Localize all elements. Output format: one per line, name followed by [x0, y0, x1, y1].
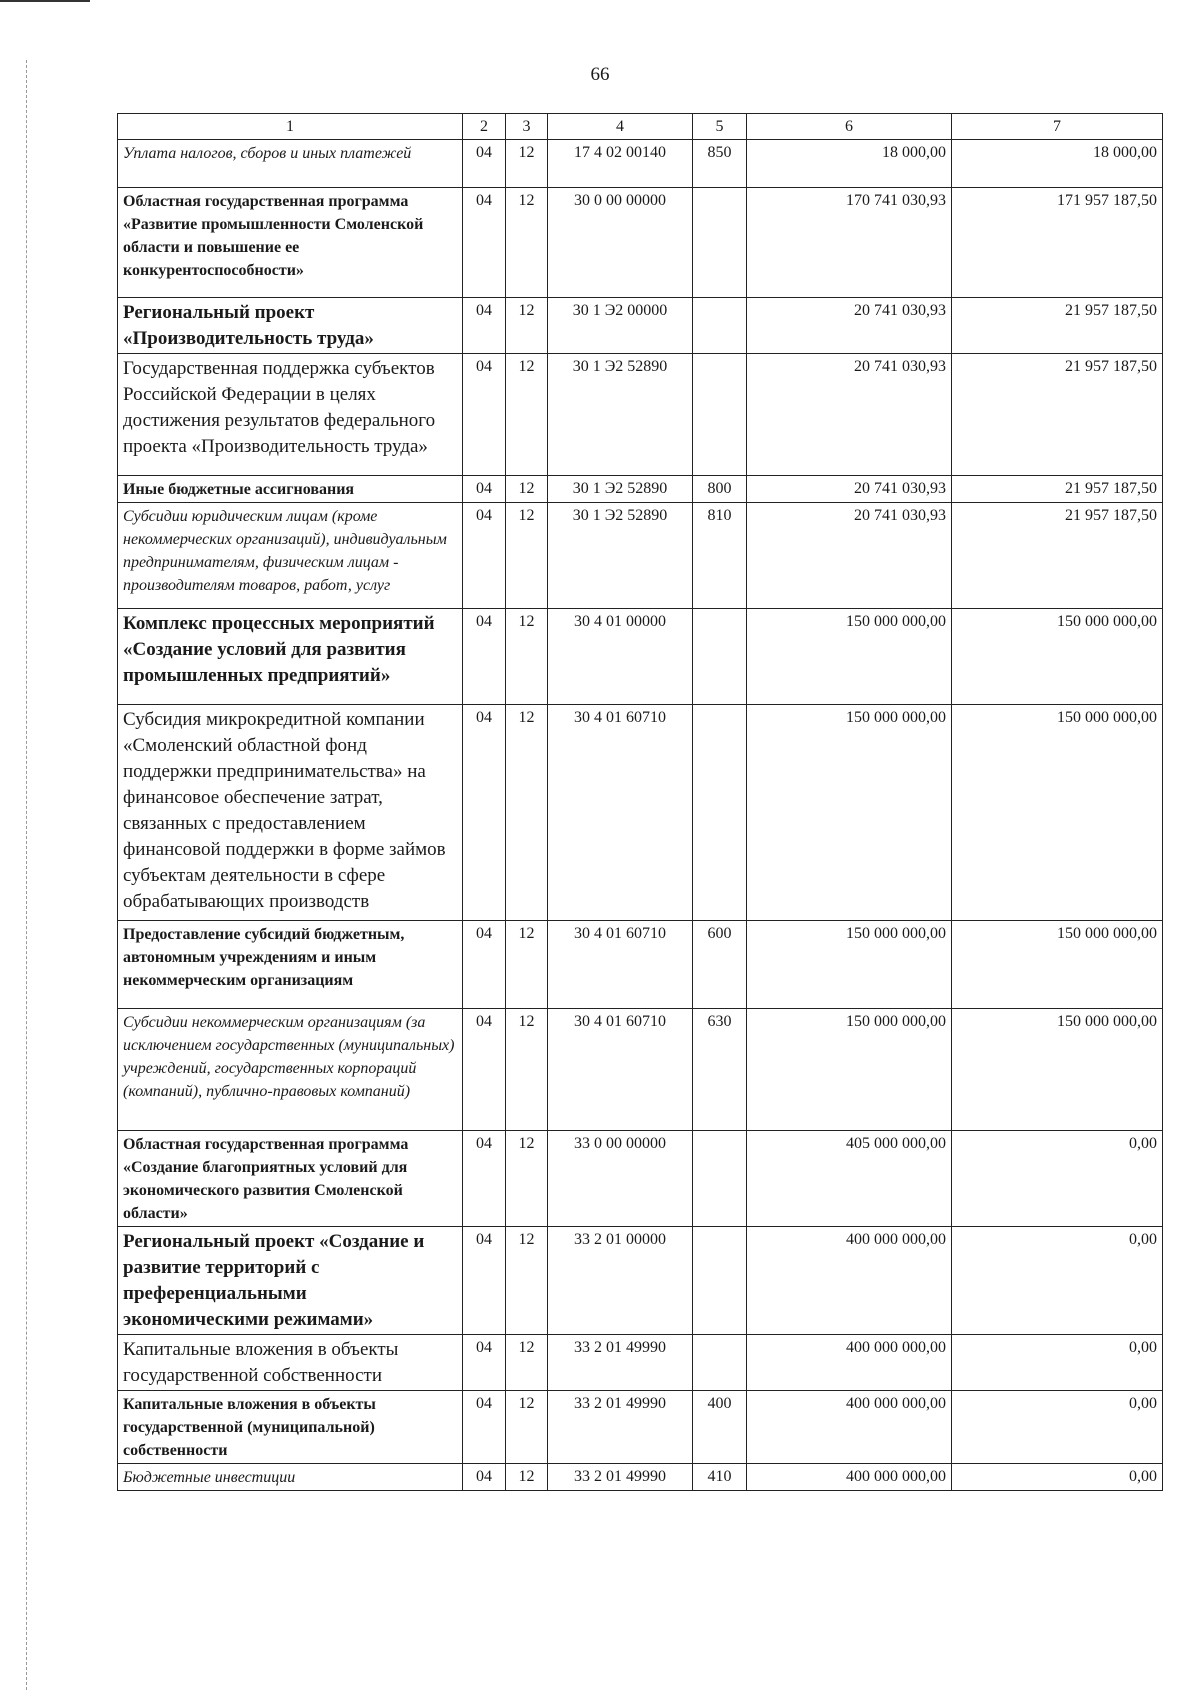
expense-type-cell: 410: [693, 1464, 747, 1491]
amount-year1-cell: 150 000 000,00: [747, 1009, 952, 1131]
target-article-cell: 30 4 01 60710: [548, 705, 693, 921]
table-row: [118, 1335, 1163, 1391]
amount-year1-cell: 400 000 000,00: [747, 1335, 952, 1391]
table-row: [118, 1391, 1163, 1464]
section-code-cell: 04: [463, 705, 506, 921]
row-name-cell: Субсидия микрокредитной компании «Смоленский областной фонд поддержки предпринимательства» на финансовое обеспечение затрат, связанных с предоставлением финансовой поддержки в форме займов субъектам деятельности в сфере обрабатывающих производств: [118, 705, 463, 921]
table-row: [118, 298, 1163, 354]
table-row: [118, 1131, 1163, 1227]
expense-type-cell: [693, 609, 747, 705]
subsection-code-cell: 12: [506, 140, 548, 188]
amount-year1-cell: 18 000,00: [747, 140, 952, 188]
subsection-code-cell: 12: [506, 1227, 548, 1335]
expense-type-cell: 630: [693, 1009, 747, 1131]
header-row: [118, 114, 1163, 140]
amount-year2-cell: 21 957 187,50: [952, 298, 1163, 354]
table-row: [118, 476, 1163, 503]
target-article-cell: 30 1 Э2 52890: [548, 354, 693, 476]
table-row: [118, 1464, 1163, 1491]
subsection-code-cell: 12: [506, 354, 548, 476]
subsection-code-cell: 12: [506, 476, 548, 503]
amount-year2-cell: 21 957 187,50: [952, 354, 1163, 476]
expense-type-cell: 600: [693, 921, 747, 1009]
target-article-cell: 30 4 01 60710: [548, 1009, 693, 1131]
row-name-cell: Комплекс процессных мероприятий «Создание условий для развития промышленных предприятий»: [118, 609, 463, 705]
amount-year1-cell: 170 741 030,93: [747, 188, 952, 298]
header-cell: 1: [118, 114, 463, 140]
target-article-cell: 33 2 01 49990: [548, 1464, 693, 1491]
amount-year1-cell: 405 000 000,00: [747, 1131, 952, 1227]
subsection-code-cell: 12: [506, 705, 548, 921]
row-name-cell: Субсидии некоммерческим организациям (за исключением государственных (муниципальных) учреждений, государственных корпораций (компаний), публично-правовых компаний): [118, 1009, 463, 1131]
section-code-cell: 04: [463, 140, 506, 188]
amount-year1-cell: 20 741 030,93: [747, 354, 952, 476]
target-article-cell: 30 1 Э2 52890: [548, 476, 693, 503]
row-name-cell: Уплата налогов, сборов и иных платежей: [118, 140, 463, 188]
section-code-cell: 04: [463, 1009, 506, 1131]
amount-year2-cell: 0,00: [952, 1391, 1163, 1464]
header-cell: 5: [693, 114, 747, 140]
amount-year2-cell: 21 957 187,50: [952, 503, 1163, 609]
row-name-cell: Региональный проект «Создание и развитие территорий с преференциальными экономическими режимами»: [118, 1227, 463, 1335]
amount-year1-cell: 20 741 030,93: [747, 298, 952, 354]
amount-year1-cell: 400 000 000,00: [747, 1464, 952, 1491]
subsection-code-cell: 12: [506, 1131, 548, 1227]
row-name-cell: Иные бюджетные ассигнования: [118, 476, 463, 503]
row-name-cell: Капитальные вложения в объекты государственной собственности: [118, 1335, 463, 1391]
row-name-cell: Областная государственная программа «Развитие промышленности Смоленской области и повышение ее конкурентоспособности»: [118, 188, 463, 298]
header-cell: 4: [548, 114, 693, 140]
row-name-cell: Региональный проект «Производительность труда»: [118, 298, 463, 354]
amount-year1-cell: 400 000 000,00: [747, 1227, 952, 1335]
amount-year2-cell: 0,00: [952, 1335, 1163, 1391]
expense-type-cell: [693, 188, 747, 298]
amount-year1-cell: 20 741 030,93: [747, 476, 952, 503]
row-name-cell: Бюджетные инвестиции: [118, 1464, 463, 1491]
table-row: [118, 354, 1163, 476]
amount-year2-cell: 0,00: [952, 1131, 1163, 1227]
scan-margin-line: [26, 60, 27, 1690]
row-name-cell: Областная государственная программа «Создание благоприятных условий для экономического развития Смоленской области»: [118, 1131, 463, 1227]
amount-year2-cell: 150 000 000,00: [952, 609, 1163, 705]
target-article-cell: 30 1 Э2 52890: [548, 503, 693, 609]
section-code-cell: 04: [463, 1391, 506, 1464]
table-row: [118, 705, 1163, 921]
header-cell: 7: [952, 114, 1163, 140]
amount-year2-cell: 21 957 187,50: [952, 476, 1163, 503]
table-row: [118, 609, 1163, 705]
table-row: [118, 188, 1163, 298]
target-article-cell: 17 4 02 00140: [548, 140, 693, 188]
amount-year1-cell: 150 000 000,00: [747, 609, 952, 705]
row-name-cell: Субсидии юридическим лицам (кроме некоммерческих организаций), индивидуальным предпринимателям, физическим лицам - производителям товаров, работ, услуг: [118, 503, 463, 609]
subsection-code-cell: 12: [506, 188, 548, 298]
amount-year2-cell: 0,00: [952, 1227, 1163, 1335]
expense-type-cell: 810: [693, 503, 747, 609]
target-article-cell: 33 2 01 49990: [548, 1391, 693, 1464]
page-number: 66: [590, 64, 610, 85]
table-row: [118, 503, 1163, 609]
header-cell: 2: [463, 114, 506, 140]
section-code-cell: 04: [463, 1131, 506, 1227]
target-article-cell: 30 0 00 00000: [548, 188, 693, 298]
section-code-cell: 04: [463, 1227, 506, 1335]
section-code-cell: 04: [463, 188, 506, 298]
expense-type-cell: [693, 1131, 747, 1227]
amount-year2-cell: 0,00: [952, 1464, 1163, 1491]
subsection-code-cell: 12: [506, 298, 548, 354]
row-name-cell: Государственная поддержка субъектов Российской Федерации в целях достижения результатов федерального проекта «Производительность труда»: [118, 354, 463, 476]
section-code-cell: 04: [463, 1464, 506, 1491]
budget-table: [117, 113, 1163, 1491]
amount-year2-cell: 150 000 000,00: [952, 921, 1163, 1009]
expense-type-cell: [693, 354, 747, 476]
header-cell: 6: [747, 114, 952, 140]
expense-type-cell: 850: [693, 140, 747, 188]
subsection-code-cell: 12: [506, 921, 548, 1009]
expense-type-cell: 800: [693, 476, 747, 503]
amount-year2-cell: 150 000 000,00: [952, 1009, 1163, 1131]
expense-type-cell: [693, 1335, 747, 1391]
table-row: [118, 1009, 1163, 1131]
amount-year2-cell: 171 957 187,50: [952, 188, 1163, 298]
subsection-code-cell: 12: [506, 503, 548, 609]
amount-year2-cell: 18 000,00: [952, 140, 1163, 188]
section-code-cell: 04: [463, 609, 506, 705]
target-article-cell: 33 2 01 00000: [548, 1227, 693, 1335]
table-row: [118, 140, 1163, 188]
amount-year1-cell: 400 000 000,00: [747, 1391, 952, 1464]
section-code-cell: 04: [463, 921, 506, 1009]
subsection-code-cell: 12: [506, 1009, 548, 1131]
subsection-code-cell: 12: [506, 1391, 548, 1464]
amount-year1-cell: 150 000 000,00: [747, 705, 952, 921]
scan-edge-mark: [0, 0, 90, 3]
target-article-cell: 30 4 01 60710: [548, 921, 693, 1009]
target-article-cell: 33 2 01 49990: [548, 1335, 693, 1391]
expense-type-cell: [693, 705, 747, 921]
section-code-cell: 04: [463, 298, 506, 354]
subsection-code-cell: 12: [506, 1464, 548, 1491]
amount-year1-cell: 20 741 030,93: [747, 503, 952, 609]
target-article-cell: 30 1 Э2 00000: [548, 298, 693, 354]
table-row: [118, 1227, 1163, 1335]
row-name-cell: Капитальные вложения в объекты государственной (муниципальной) собственности: [118, 1391, 463, 1464]
section-code-cell: 04: [463, 1335, 506, 1391]
target-article-cell: 30 4 01 00000: [548, 609, 693, 705]
target-article-cell: 33 0 00 00000: [548, 1131, 693, 1227]
expense-type-cell: [693, 298, 747, 354]
header-cell: 3: [506, 114, 548, 140]
subsection-code-cell: 12: [506, 1335, 548, 1391]
table-row: [118, 921, 1163, 1009]
row-name-cell: Предоставление субсидий бюджетным, автономным учреждениям и иным некоммерческим организациям: [118, 921, 463, 1009]
amount-year1-cell: 150 000 000,00: [747, 921, 952, 1009]
section-code-cell: 04: [463, 503, 506, 609]
amount-year2-cell: 150 000 000,00: [952, 705, 1163, 921]
section-code-cell: 04: [463, 476, 506, 503]
subsection-code-cell: 12: [506, 609, 548, 705]
expense-type-cell: 400: [693, 1391, 747, 1464]
section-code-cell: 04: [463, 354, 506, 476]
expense-type-cell: [693, 1227, 747, 1335]
